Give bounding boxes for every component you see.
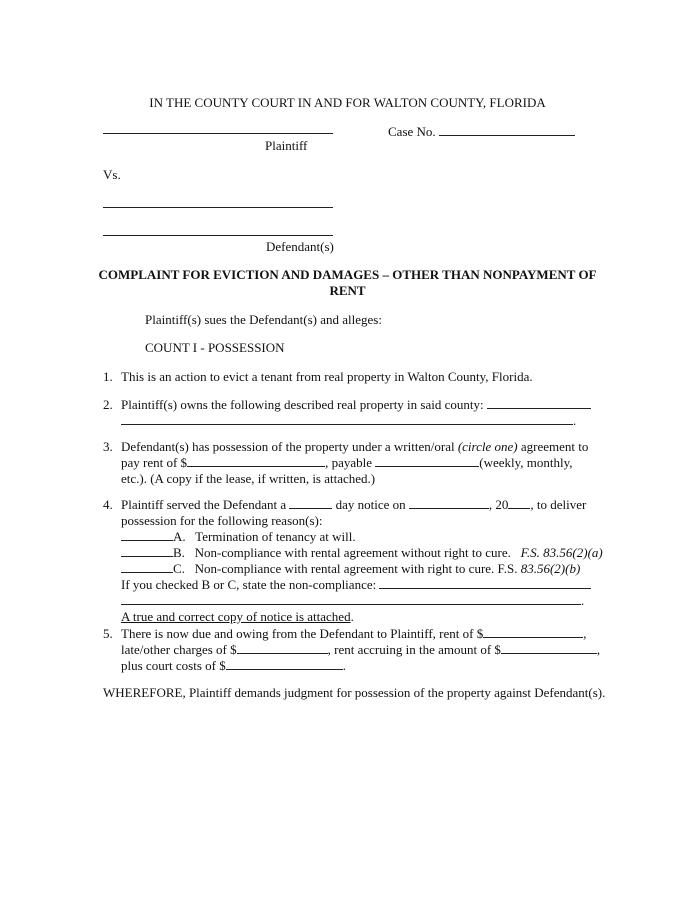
late-charges-label: late/other charges of $ [121, 642, 237, 657]
notice-days-field[interactable] [289, 497, 332, 509]
comma: , [583, 626, 587, 641]
late-charges-field[interactable] [237, 642, 328, 654]
noncompliance-field-2[interactable] [121, 593, 581, 605]
rent-amount-field[interactable] [187, 455, 325, 467]
para-5-line1 [121, 626, 586, 642]
para-3-line2 [121, 455, 573, 471]
versus-label: Vs. [103, 167, 121, 182]
case-number-label: Case No. [388, 124, 436, 139]
circle-one-note: (circle one) [457, 439, 518, 454]
para-4-text-b: day notice on [335, 497, 406, 512]
wherefore-clause: WHEREFORE, Plaintiff demands judgment for possession of the property against Defendant(s). [103, 685, 606, 700]
para-2-line1 [121, 397, 591, 413]
defendant-name-field-2[interactable] [103, 235, 333, 236]
para-4-line1 [121, 497, 586, 513]
noncompliance-line1 [121, 577, 591, 593]
reason-b-text: Non-compliance with rental agreement without right to cure. [194, 545, 511, 560]
noncompliance-label: If you checked B or C, state the non-compliance: [121, 577, 377, 592]
para-3-number: 3. [103, 439, 113, 454]
para-4-number: 4. [103, 497, 113, 512]
para-1-text: This is an action to evict a tenant from real property in Walton County, Florida. [121, 369, 533, 384]
defendant-name-field-1[interactable] [103, 207, 333, 208]
reason-b-checkfield[interactable] [121, 545, 173, 557]
reason-c-text: Non-compliance with rental agreement with right to cure. F.S. [194, 561, 518, 576]
intro-text: Plaintiff(s) sues the Defendant(s) and alleges: [145, 312, 382, 327]
payment-frequency-field[interactable] [375, 455, 479, 467]
court-costs-label: plus court costs of $ [121, 658, 226, 673]
court-heading: IN THE COUNTY COURT IN AND FOR WALTON COUNTY, FLORIDA [149, 95, 546, 110]
period: . [342, 658, 346, 673]
plaintiff-label: Plaintiff [265, 138, 308, 153]
para-3-text-b: agreement to [520, 439, 589, 454]
court-costs-field[interactable] [226, 658, 343, 670]
reason-c-checkfield[interactable] [121, 561, 173, 573]
frequency-examples: (weekly, monthly, [479, 455, 573, 470]
year-prefix: , 20 [488, 497, 509, 512]
complaint-title-line2: RENT [329, 283, 366, 298]
reason-a-checkfield[interactable] [121, 529, 173, 541]
noncompliance-field-1[interactable] [379, 577, 591, 589]
notice-attached-text: A true and correct copy of notice is attached [121, 609, 351, 624]
para-2-text: Plaintiff(s) owns the following described real property in said county: [121, 397, 484, 412]
rent-due-field[interactable] [483, 626, 583, 638]
para-5-line3 [121, 658, 346, 674]
plaintiff-name-field[interactable] [103, 133, 333, 134]
para-2-line2 [121, 413, 576, 429]
notice-attached-line [121, 609, 354, 625]
period: . [581, 593, 585, 608]
complaint-title-line1: COMPLAINT FOR EVICTION AND DAMAGES – OTHER THAN NONPAYMENT OF [98, 267, 597, 282]
para-4-text-c: , to deliver [530, 497, 587, 512]
reason-option-c [121, 561, 580, 577]
para-3-text-a: Defendant(s) has possession of the property under a written/oral [121, 439, 455, 454]
defendant-label: Defendant(s) [266, 239, 334, 254]
para-5-number: 5. [103, 626, 113, 641]
reason-option-a [121, 529, 356, 545]
reason-b-letter: B. [173, 545, 185, 560]
para-2-number: 2. [103, 397, 113, 412]
rent-accruing-label: , rent accruing in the amount of $ [327, 642, 501, 657]
noncompliance-line2 [121, 593, 584, 609]
notice-year-field[interactable] [508, 497, 530, 509]
para-4-text-a: Plaintiff served the Defendant a [121, 497, 287, 512]
reason-b-citation: F.S. 83.56(2)(a) [520, 545, 603, 560]
para-4-line2: possession for the following reason(s): [121, 513, 323, 528]
comma: , [596, 642, 601, 657]
rent-due-label: There is now due and owing from the Defendant to Plaintiff, rent of $ [121, 626, 484, 641]
period: . [350, 609, 354, 624]
rent-label: pay rent of $ [121, 455, 188, 470]
para-1-number: 1. [103, 369, 113, 384]
rent-accruing-field[interactable] [501, 642, 597, 654]
para-3-line3: etc.). (A copy if the lease, if written, is attached.) [121, 471, 376, 486]
case-number-field[interactable] [439, 124, 575, 136]
notice-date-field[interactable] [409, 497, 489, 509]
para-3-line1 [121, 439, 588, 455]
reason-option-b [121, 545, 603, 561]
reason-c-letter: C. [173, 561, 185, 576]
period: . [573, 413, 577, 428]
count-heading: COUNT I - POSSESSION [145, 340, 285, 355]
property-description-field-2[interactable] [121, 413, 573, 425]
payable-label: , payable [325, 455, 372, 470]
case-number-row [388, 124, 575, 140]
reason-a-text: Termination of tenancy at will. [195, 529, 356, 544]
para-5-line2 [121, 642, 600, 658]
reason-a-letter: A. [173, 529, 186, 544]
property-description-field-1[interactable] [487, 397, 591, 409]
reason-c-citation: 83.56(2)(b) [520, 561, 581, 576]
